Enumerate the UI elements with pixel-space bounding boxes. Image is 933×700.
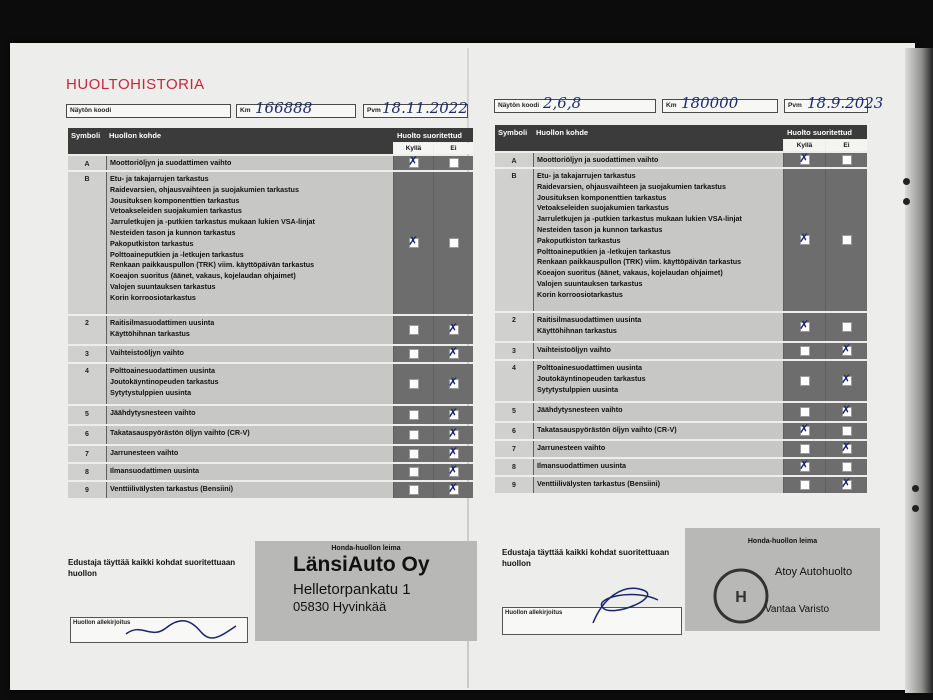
check-mark-icon: ✗ bbox=[448, 321, 459, 335]
no-checkbox[interactable] bbox=[842, 155, 852, 165]
table-row bbox=[495, 403, 867, 421]
service-item: Venttiilivälysten tarkastus (Bensiini) bbox=[110, 484, 234, 493]
service-item: Jäähdytysnesteen vaihto bbox=[537, 405, 623, 414]
code-label: Näytön koodi bbox=[498, 102, 540, 109]
yes-cell bbox=[394, 446, 433, 462]
check-mark-icon: ✗ bbox=[841, 342, 852, 356]
code-field bbox=[66, 104, 231, 118]
table-row bbox=[495, 153, 867, 167]
yes-cell bbox=[784, 441, 825, 457]
service-item: Korin korroosiotarkastus bbox=[537, 289, 623, 299]
km-value: 180000 bbox=[681, 94, 739, 112]
row-symbol: 4 bbox=[68, 364, 106, 404]
service-item: Jarruletkujen ja -putkien tarkastus mukaan lukien VSA-linjat bbox=[537, 214, 742, 224]
no-cell bbox=[826, 313, 867, 341]
dealer-note: Edustaja täyttää kaikki kohdat suoritettuaan huollon bbox=[68, 558, 236, 578]
check-mark-icon: ✗ bbox=[448, 463, 459, 477]
yes-cell bbox=[394, 316, 433, 344]
booklet-edge bbox=[905, 48, 933, 693]
dealer-stamp-area-right bbox=[685, 528, 880, 631]
service-item: Jarrunesteen vaihto bbox=[537, 443, 606, 452]
row-symbol: B bbox=[495, 169, 533, 311]
check-mark-icon: ✗ bbox=[408, 234, 419, 248]
no-checkbox[interactable] bbox=[449, 238, 459, 248]
row-symbol: 2 bbox=[68, 316, 106, 344]
service-item: Etu- ja takajarrujen tarkastus bbox=[537, 171, 636, 180]
yes-cell bbox=[394, 364, 433, 404]
service-item: Renkaan paikkauspullon (TRK) viim. käyttöpäivän tarkastus bbox=[110, 260, 315, 270]
yes-checkbox[interactable] bbox=[409, 410, 419, 420]
code-value: 2,6,8 bbox=[543, 94, 582, 112]
row-symbol: 4 bbox=[495, 361, 533, 401]
service-item: Moottoriöljyn ja suodattimen vaihto bbox=[537, 155, 659, 164]
service-item: Jarruletkujen ja -putkien tarkastus mukaan lukien VSA-linjat bbox=[110, 217, 315, 227]
binding-ring bbox=[903, 198, 910, 205]
service-item: Etu- ja takajarrujen tarkastus bbox=[110, 174, 209, 183]
row-symbol: 6 bbox=[495, 423, 533, 439]
row-items bbox=[534, 169, 783, 311]
row-items bbox=[534, 441, 783, 457]
service-item: Joutokäyntinopeuden tarkastus bbox=[537, 373, 646, 383]
row-items bbox=[534, 153, 783, 167]
yes-checkbox[interactable] bbox=[409, 379, 419, 389]
table-row bbox=[68, 346, 473, 362]
no-cell bbox=[434, 156, 473, 170]
no-checkbox[interactable] bbox=[842, 462, 852, 472]
yes-cell bbox=[784, 423, 825, 439]
no-cell bbox=[434, 464, 473, 480]
row-symbol: B bbox=[68, 172, 106, 314]
service-item: Korin korroosiotarkastus bbox=[110, 292, 196, 302]
service-item: Valojen suuntauksen tarkastus bbox=[110, 281, 216, 291]
yes-checkbox[interactable] bbox=[800, 444, 810, 454]
no-header: Ei bbox=[826, 140, 867, 151]
service-item: Polttoaineputkien ja -letkujen tarkastus bbox=[537, 246, 671, 256]
table-row bbox=[68, 464, 473, 480]
service-item: Moottoriöljyn ja suodattimen vaihto bbox=[110, 158, 232, 167]
service-item: Vaihteistoöljyn vaihto bbox=[110, 348, 184, 357]
row-items bbox=[534, 313, 783, 341]
table-row bbox=[495, 361, 867, 401]
signature-scribble bbox=[533, 578, 663, 628]
check-mark-icon: ✗ bbox=[799, 422, 810, 436]
yes-checkbox[interactable] bbox=[800, 376, 810, 386]
row-items bbox=[534, 343, 783, 359]
stamp-title: Honda-huollon leima bbox=[747, 538, 818, 545]
header-spacer bbox=[495, 139, 783, 151]
row-symbol: 3 bbox=[68, 346, 106, 362]
yes-cell bbox=[784, 313, 825, 341]
check-mark-icon: ✗ bbox=[841, 403, 852, 417]
row-symbol: 7 bbox=[68, 446, 106, 462]
service-item: Polttoaineputkien ja -letkujen tarkastus bbox=[110, 249, 244, 259]
dealer-note-right: Edustaja täyttää kaikki kohdat suoritettuaan huollon bbox=[502, 548, 670, 568]
service-item: Venttiilivälysten tarkastus (Bensiini) bbox=[537, 479, 661, 488]
km-value: 166888 bbox=[255, 99, 313, 117]
stamp-line-3: 05830 Hyvinkää bbox=[293, 599, 387, 614]
yes-cell bbox=[784, 361, 825, 401]
yes-header: Kyllä bbox=[784, 140, 825, 151]
table-row bbox=[495, 477, 867, 493]
service-item: Joutokäyntinopeuden tarkastus bbox=[110, 376, 219, 386]
km-field bbox=[236, 99, 356, 118]
date-label: Pvm bbox=[788, 102, 802, 109]
service-item: Käyttöhihnan tarkastus bbox=[110, 328, 190, 338]
date-value: 18.9.2023 bbox=[807, 94, 884, 112]
service-item: Raitisilmasuodattimen uusinta bbox=[537, 315, 642, 324]
check-mark-icon: ✗ bbox=[448, 426, 459, 440]
yes-cell bbox=[784, 169, 825, 311]
no-checkbox[interactable] bbox=[842, 235, 852, 245]
yes-cell bbox=[784, 403, 825, 421]
row-items bbox=[107, 156, 393, 170]
check-mark-icon: ✗ bbox=[448, 375, 459, 389]
no-cell bbox=[826, 403, 867, 421]
stamp-line-1: LänsiAuto Oy bbox=[293, 553, 430, 576]
service-item: Jarrunesteen vaihto bbox=[110, 448, 179, 457]
no-cell bbox=[434, 346, 473, 362]
signature-label: Huollon allekirjoitus bbox=[73, 620, 131, 626]
row-items bbox=[107, 316, 393, 344]
row-symbol: 7 bbox=[495, 441, 533, 457]
row-items bbox=[107, 346, 393, 362]
table-row bbox=[68, 364, 473, 404]
row-symbol: 8 bbox=[68, 464, 106, 480]
no-checkbox[interactable] bbox=[842, 322, 852, 332]
date-label: Pvm bbox=[367, 107, 381, 114]
row-symbol: A bbox=[68, 156, 106, 170]
service-item: Raitisilmasuodattimen uusinta bbox=[110, 318, 215, 327]
service-item: Jousituksen komponenttien tarkastus bbox=[537, 192, 667, 202]
header-spacer bbox=[68, 142, 393, 154]
stamp-line-2: Vantaa Varisto bbox=[765, 604, 830, 615]
table-header bbox=[495, 125, 867, 139]
code-field-right bbox=[494, 94, 656, 113]
table-row bbox=[68, 482, 473, 498]
table-row bbox=[495, 423, 867, 439]
table-row bbox=[495, 441, 867, 457]
check-mark-icon: ✗ bbox=[799, 151, 810, 165]
service-item: Koeajon suoritus (äänet, vakaus, kojelaudan ohjaimet) bbox=[537, 268, 723, 278]
check-mark-icon: ✗ bbox=[448, 481, 459, 495]
target-header: Huollon kohde bbox=[536, 128, 589, 137]
yes-checkbox[interactable] bbox=[800, 407, 810, 417]
no-cell bbox=[826, 361, 867, 401]
yes-checkbox[interactable] bbox=[409, 485, 419, 495]
service-item: Ilmansuodattimen uusinta bbox=[537, 461, 627, 470]
row-symbol: A bbox=[495, 153, 533, 167]
symbol-header: Symboli bbox=[71, 131, 101, 140]
no-cell bbox=[434, 316, 473, 344]
yes-checkbox[interactable] bbox=[409, 349, 419, 359]
table-row bbox=[68, 426, 473, 444]
row-items bbox=[107, 172, 393, 314]
signature-label: Huollon allekirjoitus bbox=[505, 610, 563, 616]
service-item: Renkaan paikkauspullon (TRK) viim. käyttöpäivän tarkastus bbox=[537, 257, 742, 267]
row-items bbox=[107, 364, 393, 404]
no-checkbox[interactable] bbox=[449, 158, 459, 168]
yes-checkbox[interactable] bbox=[409, 430, 419, 440]
table-header bbox=[68, 128, 473, 142]
no-cell bbox=[434, 446, 473, 462]
binding-ring bbox=[903, 178, 910, 185]
no-cell bbox=[826, 459, 867, 475]
row-items bbox=[534, 477, 783, 493]
row-items bbox=[534, 403, 783, 421]
service-item: Vaihteistoöljyn vaihto bbox=[537, 345, 611, 354]
date-field bbox=[363, 99, 468, 118]
no-cell bbox=[826, 343, 867, 359]
date-field-right bbox=[784, 94, 884, 113]
service-item: Polttoainesuodattimen uusinta bbox=[537, 363, 643, 372]
table-row bbox=[68, 172, 473, 314]
yes-cell bbox=[394, 346, 433, 362]
yes-checkbox[interactable] bbox=[409, 325, 419, 335]
service-item: Koeajon suoritus (äänet, vakaus, kojelaudan ohjaimet) bbox=[110, 271, 296, 281]
service-item: Nesteiden tason ja kunnon tarkastus bbox=[110, 227, 236, 237]
row-items bbox=[107, 446, 393, 462]
yes-cell bbox=[784, 459, 825, 475]
row-items bbox=[107, 482, 393, 498]
page-title: HUOLTOHISTORIA bbox=[66, 76, 205, 93]
table-row bbox=[495, 313, 867, 341]
yes-checkbox[interactable] bbox=[800, 480, 810, 490]
binding-ring bbox=[912, 505, 919, 512]
service-item: Sytytystulppien uusinta bbox=[537, 384, 619, 394]
yes-cell bbox=[784, 477, 825, 493]
signature-scribble bbox=[121, 616, 241, 640]
code-label: Näytön koodi bbox=[70, 107, 112, 114]
table-row bbox=[495, 459, 867, 475]
no-checkbox[interactable] bbox=[842, 426, 852, 436]
yes-cell bbox=[394, 406, 433, 424]
signature-box-right bbox=[502, 607, 682, 635]
row-symbol: 5 bbox=[495, 403, 533, 421]
service-item: Vetoakseleiden suojakumien tarkastus bbox=[537, 203, 669, 213]
service-item: Raidevarsien, ohjausvaihteen ja suojakumien tarkastus bbox=[110, 184, 299, 194]
binding-ring bbox=[912, 485, 919, 492]
stamp-line-1: Atoy Autohuolto bbox=[775, 566, 853, 578]
yes-checkbox[interactable] bbox=[800, 346, 810, 356]
row-items bbox=[534, 423, 783, 439]
no-cell bbox=[826, 423, 867, 439]
no-cell bbox=[434, 482, 473, 498]
no-cell bbox=[826, 441, 867, 457]
honda-logo-icon bbox=[713, 568, 769, 624]
row-symbol: 9 bbox=[68, 482, 106, 498]
no-cell bbox=[826, 477, 867, 493]
table-row bbox=[68, 156, 473, 170]
no-header: Ei bbox=[434, 143, 473, 154]
no-cell bbox=[434, 406, 473, 424]
check-mark-icon: ✗ bbox=[799, 231, 810, 245]
date-value: 18.11.2022 bbox=[382, 99, 468, 117]
check-mark-icon: ✗ bbox=[841, 440, 852, 454]
done-header: Huolto suoritettud bbox=[787, 128, 852, 137]
service-item: Valojen suuntauksen tarkastus bbox=[537, 278, 643, 288]
yes-checkbox[interactable] bbox=[409, 467, 419, 477]
km-field-right bbox=[662, 94, 778, 113]
done-header: Huolto suoritettud bbox=[397, 131, 462, 140]
no-cell bbox=[434, 172, 473, 314]
row-symbol: 2 bbox=[495, 313, 533, 341]
yes-cell bbox=[394, 482, 433, 498]
yes-cell bbox=[394, 426, 433, 444]
no-cell bbox=[434, 426, 473, 444]
service-item: Käyttöhihnan tarkastus bbox=[537, 325, 617, 335]
service-item: Takatasauspyörästön öljyn vaihto (CR-V) bbox=[110, 428, 250, 437]
service-item: Pakoputkiston tarkastus bbox=[537, 235, 621, 245]
km-label: Km bbox=[666, 102, 677, 109]
service-item: Jäähdytysnesteen vaihto bbox=[110, 408, 196, 417]
check-mark-icon: ✗ bbox=[448, 345, 459, 359]
service-item: Jousituksen komponenttien tarkastus bbox=[110, 195, 240, 205]
check-mark-icon: ✗ bbox=[448, 445, 459, 459]
row-symbol: 5 bbox=[68, 406, 106, 424]
yes-cell bbox=[394, 156, 433, 170]
service-item: Ilmansuodattimen uusinta bbox=[110, 466, 200, 475]
service-item: Nesteiden tason ja kunnon tarkastus bbox=[537, 224, 663, 234]
row-symbol: 3 bbox=[495, 343, 533, 359]
check-mark-icon: ✗ bbox=[408, 154, 419, 168]
row-items bbox=[107, 426, 393, 444]
row-symbol: 9 bbox=[495, 477, 533, 493]
service-item: Vetoakseleiden suojakumien tarkastus bbox=[110, 206, 242, 216]
service-item: Takatasauspyörästön öljyn vaihto (CR-V) bbox=[537, 425, 677, 434]
signature-box bbox=[70, 617, 248, 643]
row-items bbox=[534, 361, 783, 401]
service-item: Pakoputkiston tarkastus bbox=[110, 238, 194, 248]
table-row bbox=[68, 316, 473, 344]
check-mark-icon: ✗ bbox=[841, 372, 852, 386]
target-header: Huollon kohde bbox=[109, 131, 162, 140]
no-cell bbox=[434, 364, 473, 404]
table-row bbox=[495, 169, 867, 311]
stamp-line-2: Helletorpankatu 1 bbox=[293, 581, 411, 598]
dealer-stamp-area bbox=[255, 541, 477, 641]
row-items bbox=[534, 459, 783, 475]
row-items bbox=[107, 464, 393, 480]
yes-header: Kyllä bbox=[394, 143, 433, 154]
svg-text:H: H bbox=[735, 589, 747, 606]
km-label: Km bbox=[240, 107, 251, 114]
no-cell bbox=[826, 169, 867, 311]
yes-cell bbox=[394, 464, 433, 480]
row-symbol: 8 bbox=[495, 459, 533, 475]
row-symbol: 6 bbox=[68, 426, 106, 444]
check-mark-icon: ✗ bbox=[448, 406, 459, 420]
table-row bbox=[495, 343, 867, 359]
yes-cell bbox=[394, 172, 433, 314]
stamp-title: Honda-huollon leima bbox=[331, 545, 401, 552]
table-row bbox=[68, 406, 473, 424]
yes-checkbox[interactable] bbox=[409, 449, 419, 459]
table-row bbox=[68, 446, 473, 462]
yes-cell bbox=[784, 153, 825, 167]
row-items bbox=[107, 406, 393, 424]
check-mark-icon: ✗ bbox=[799, 458, 810, 472]
no-cell bbox=[826, 153, 867, 167]
symbol-header: Symboli bbox=[498, 128, 528, 137]
check-mark-icon: ✗ bbox=[799, 318, 810, 332]
yes-cell bbox=[784, 343, 825, 359]
service-item: Sytytystulppien uusinta bbox=[110, 387, 192, 397]
service-item: Polttoainesuodattimen uusinta bbox=[110, 366, 216, 375]
service-item: Raidevarsien, ohjausvaihteen ja suojakumien tarkastus bbox=[537, 181, 726, 191]
check-mark-icon: ✗ bbox=[841, 476, 852, 490]
